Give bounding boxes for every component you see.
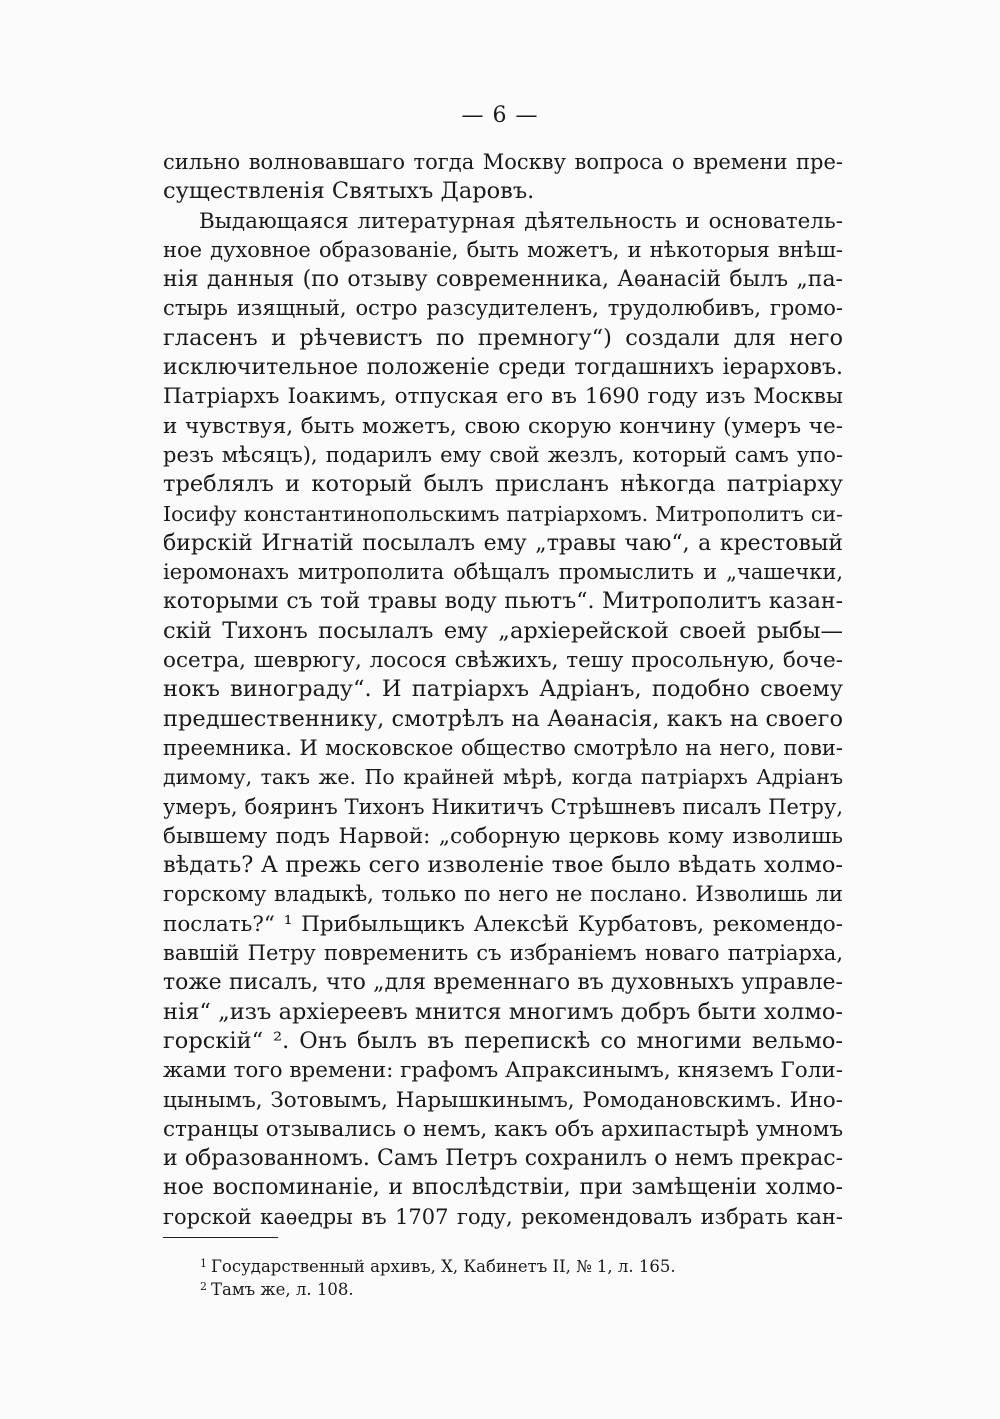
text-line: цынымъ, Зотовымъ, Нарышкинымъ, Ромодановскимъ. Ино-: [163, 1087, 843, 1113]
text-line: и чувствуя, быть можетъ, свою скорую кончину (умеръ че-: [163, 413, 843, 439]
text-line: горскому владыкѣ, только по него не послано. Изволишь ли: [163, 882, 843, 907]
text-line: бывшему подъ Нарвой: „соборную церковь кому изволишь: [163, 823, 843, 849]
footnote-text: Государственный архивъ, X, Кабинетъ II, № 1, л. 165.: [211, 1257, 676, 1276]
footnote-item: [200, 1275, 840, 1298]
text-line: осетра, шеврюгу, лосося свѣжихъ, тешу просольную, боче-: [163, 648, 843, 674]
text-line: гласенъ и рѣчевистъ по премногу“) создали для него: [163, 324, 843, 351]
text-line: послать?“ ¹ Прибыльщикъ Алексѣй Курбатовъ, рекомендо-: [163, 911, 843, 937]
text-line: ное духовное образованіе, быть можетъ, и нѣкоторыя внѣш-: [163, 237, 843, 262]
footnote-mark: 1: [200, 1257, 207, 1270]
footnote-item: [200, 1252, 840, 1275]
text-line: Патріархъ Іоакимъ, отпуская его въ 1690 году изъ Москвы: [163, 384, 843, 410]
text-line: Іосифу константинопольскимъ патріархомъ. Митрополитъ си-: [163, 501, 843, 526]
body-text: [163, 148, 843, 1232]
text-line: Выдающаяся литературная дѣятельность и основатель-: [199, 208, 843, 234]
text-line: тоже писалъ, что „для временнаго въ духовныхъ управле-: [163, 970, 843, 996]
text-line: горской каѳедры въ 1707 году, рекомендовалъ избрать кан-: [163, 1204, 843, 1229]
text-line: стырь изящный, остро разсудителенъ, трудолюбивъ, громо-: [163, 296, 843, 321]
text-line: резъ мѣсяцъ), подарилъ ему свой жезлъ, который самъ упо-: [163, 442, 843, 467]
text-line: нокъ винограду“. И патріархъ Адріанъ, подобно своему: [163, 676, 843, 703]
text-line: іеромонахъ митрополита обѣщалъ промыслить и „чашечки,: [163, 560, 843, 585]
footnote-mark: 2: [200, 1280, 207, 1293]
text-line: вѣдать? А прежь сего изволеніе твое было вѣдать холмо-: [163, 852, 843, 879]
text-line: жами того времени: графомъ Апраксинымъ, княземъ Голи-: [163, 1058, 843, 1084]
text-line: треблялъ и который былъ присланъ нѣкогда патріарху: [163, 471, 843, 498]
text-line: нія“ „изъ архіереевъ мнится многимъ добръ быти холмо-: [163, 998, 843, 1025]
text-line: бирскій Игнатій посылалъ ему „травы чаю“, а крестовый: [163, 530, 843, 556]
page-number: — 6 —: [461, 103, 539, 128]
text-line: сильно волновавшаго тогда Москву вопроса о времени пре-: [163, 150, 843, 174]
text-line: предшественнику, смотрѣлъ на Аѳанасія, какъ на своего: [163, 705, 843, 732]
text-line: димому, такъ же. По крайней мѣрѣ, когда патріархъ Адріанъ: [163, 765, 843, 790]
text-line: которыми съ той травы воду пьютъ“. Митрополитъ казан-: [163, 589, 843, 615]
text-line: скій Тихонъ посылалъ ему „архіерейской своей рыбы—: [163, 617, 843, 644]
text-line: исключительное положеніе среди тогдашнихъ іерарховъ.: [163, 355, 843, 381]
text-line: странцы отзывались о немъ, какъ объ архипастырѣ умномъ: [163, 1116, 843, 1142]
text-line: умеръ, бояринъ Тихонъ Никитичъ Стрѣшневъ писалъ Петру,: [163, 794, 843, 819]
text-line: нія данныя (по отзыву современника, Аѳанасій былъ „па-: [163, 267, 843, 293]
footnote-text: Тамъ же, л. 108.: [211, 1280, 354, 1299]
text-line: ное воспоминаніе, и впослѣдствіи, при замѣщеніи холмо-: [163, 1175, 843, 1201]
footnotes: [200, 1252, 840, 1298]
text-line: существленія Святыхъ Даровъ.: [163, 178, 535, 205]
text-line: преемника. И московское общество смотрѣло на него, пови-: [163, 735, 843, 760]
text-line: горскій“ ². Онъ былъ въ перепискѣ со многими вельмо-: [163, 1027, 843, 1054]
text-line: вавшій Петру повременить съ избраніемъ новаго патріарха,: [163, 941, 843, 966]
text-line: и образованномъ. Самъ Петръ сохранилъ о немъ прекрас-: [163, 1146, 843, 1172]
footnote-divider: [163, 1237, 278, 1238]
